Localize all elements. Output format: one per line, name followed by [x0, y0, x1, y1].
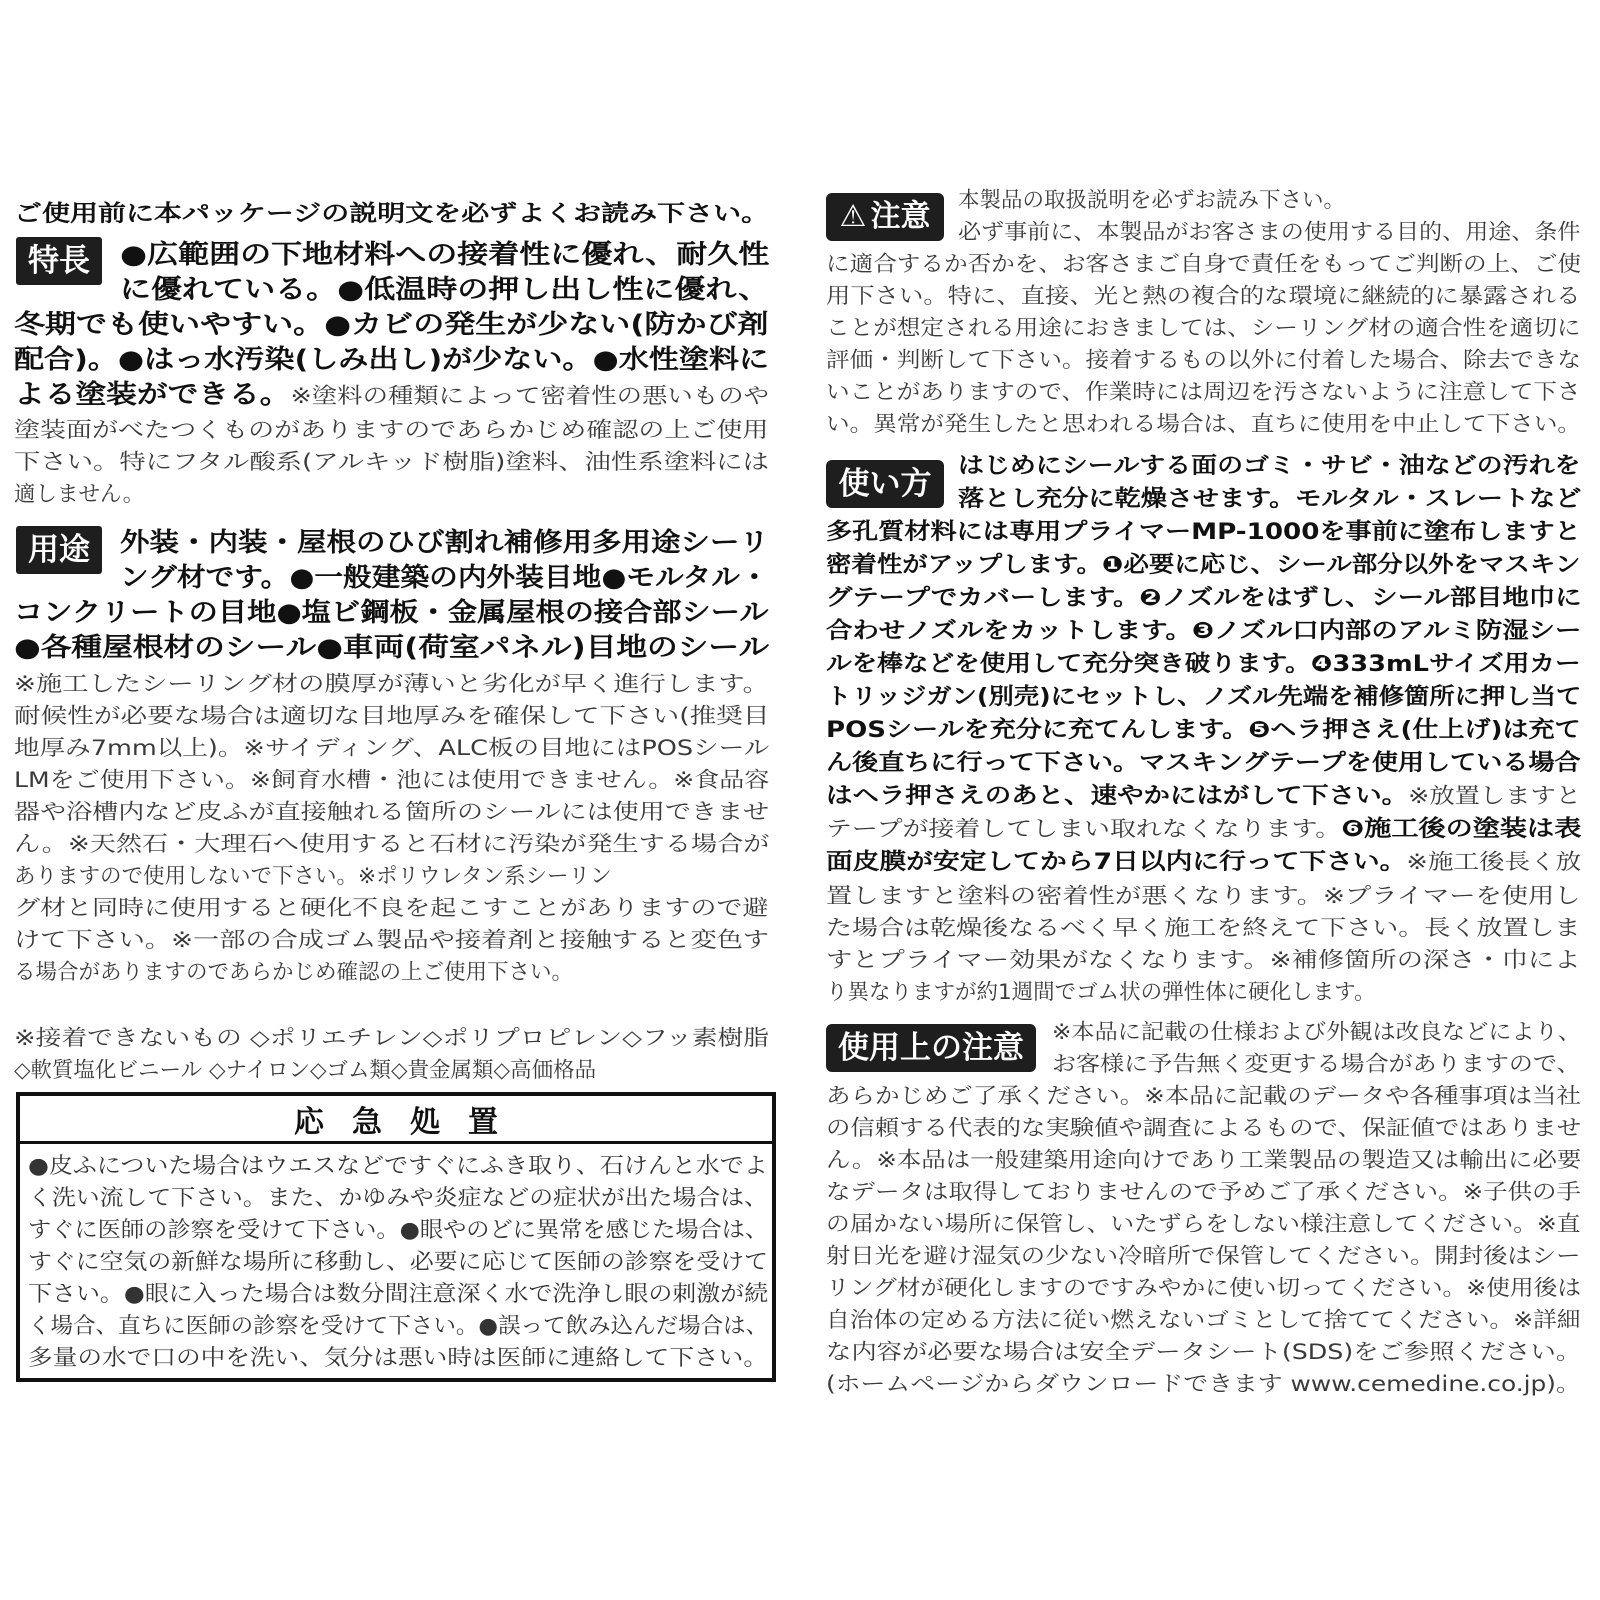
uses-note: LMをご使用下さい。※飼育水槽・池には使用できません。※食品容	[14, 768, 770, 793]
howto-line-note: ※放置しますと	[1408, 784, 1582, 809]
features-line: 配合)。●はっ水汚染(しみ出し)が少ない。●水性塗料に	[14, 345, 770, 375]
howto-note: り異なりますが約1週間でゴム状の弾性体に硬化します。	[826, 980, 1376, 1005]
howto-line: ん後直ちに行って下さい。マスキングテープを使用している場合	[826, 750, 1581, 776]
non-adhesive-line: ※接着できないもの ◇ポリエチレン◇ポリプロピレン◇フッ素樹脂	[14, 1026, 770, 1051]
uses-line: 外装・内装・屋根のひび割れ補修用多用途シーリ	[120, 528, 770, 558]
usage-note-line: お客様に予告無く変更する場合がありますので、	[1052, 1052, 1581, 1077]
emergency-line: く場合、直ちに医師の診察を受けて下さい。●誤って飲み込んだ場合は、	[28, 1314, 769, 1339]
howto-note: た場合は乾燥後なるべく早く施工を終えて下さい。長く放置しま	[826, 916, 1581, 941]
usage-note-line: な内容が必要な場合は安全データシート(SDS)をご参照ください。	[826, 1340, 1582, 1365]
features-line: ●広範囲の下地材料への接着性に優れ、耐久性	[120, 240, 770, 270]
emergency-line: すぐに医師の診察を受けて下さい。●眼やのどに異常を感じた場合は、	[28, 1218, 769, 1243]
howto-line: ルを棒などを使用して充分突き破ります。❹333mLサイズ用カー	[826, 651, 1581, 677]
uses-note: ※施工したシーリング材の膜厚が薄いと劣化が早く進行します。	[14, 672, 769, 697]
usage-note-line: なデータは取得しておりませんので予めご了承ください。※子供の手	[826, 1180, 1582, 1205]
howto-line: トリッジガン(別売)にセットし、ノズル先端を補修箇所に押し当て	[826, 684, 1582, 710]
howto-note: 置しますと塗料の密着性が悪くなります。※プライマーを使用し	[826, 884, 1581, 909]
uses-note: 地厚み7mm以上)。※サイディング、ALC板の目地にはPOSシール	[14, 736, 770, 761]
caution-line: い。異常が発生したと思われる場合は、直ちに使用を中止して下さい。	[826, 412, 1582, 437]
howto-line: 落とし充分に乾燥させます。モルタル・スレートなど	[958, 486, 1582, 512]
howto-line: 密着性がアップします。❶必要に応じ、シール部分以外をマスキン	[826, 552, 1581, 578]
usage-note-line: 自治体の定める方法に従い燃えないゴミとして捨ててください。※詳細	[826, 1308, 1581, 1333]
uses-line: コンクリートの目地●塩ビ鋼板・金属屋根の接合部シール	[14, 598, 769, 628]
warning-triangle-icon: ⚠	[839, 199, 867, 234]
uses-label: 用途	[16, 526, 102, 574]
emergency-box	[16, 1092, 776, 1382]
usage-note-line: リング材が硬化しますのですみやかに使い切ってください。※使用後は	[826, 1276, 1582, 1301]
emergency-line: く洗い流して下さい。また、かゆみや炎症などの症状が出た場合は、	[28, 1186, 769, 1211]
usage-note-line: の届かない場所に保管し、いたずらをしない様注意してください。※直	[826, 1212, 1581, 1237]
howto-line	[826, 818, 1581, 841]
howto-line: はじめにシールする面のゴミ・サビ・油などの汚れを	[958, 453, 1581, 479]
howto-line-bold: ❻施工後の塗装は表	[1341, 816, 1582, 842]
emergency-line: ●皮ふについた場合はウエスなどですぐにふき取り、石けんと水でよ	[28, 1154, 768, 1179]
caution-label	[826, 193, 944, 241]
features-note: 塗装面がべたつくものがありますのであらかじめ確認の上ご使用	[14, 418, 769, 443]
features-label: 特長	[16, 237, 102, 285]
non-adhesive-line: ◇軟質塩化ビニール ◇ナイロン◇ゴム類◇貴金属類◇高価格品	[14, 1058, 597, 1083]
features-line-note: ※塗料の種類によって密着性の悪いものや	[290, 384, 770, 409]
usage-notes-label: 使用上の注意	[826, 1024, 1036, 1072]
usage-note-line: 射日光を避け湿気の少ない冷暗所で保管してください。開封後はシー	[826, 1244, 1581, 1269]
emergency-line: すぐに空気の新鮮な場所に移動し、必要に応じて医師の診察を受けて	[28, 1250, 769, 1275]
usage-note-line: ※本品に記載の仕様および外観は改良などにより、	[1052, 1020, 1582, 1045]
uses-line: ング材です。●一般建築の内外装目地●モルタル・	[120, 563, 769, 593]
uses-line: ●各種屋根材のシール●車両(荷室パネル)目地のシール	[14, 633, 770, 663]
howto-line-bold: 面皮膜が安定してから7日以内に行って下さい。	[826, 849, 1407, 875]
caution-line: に適合するか否かを、お客さまご自身で責任をもってご判断の上、ご使	[826, 252, 1582, 277]
caution-line: いことがありますので、作業時には周辺を汚さないように注意して下さ	[826, 380, 1581, 405]
features-line: 冬期でも使いやすい。●カビの発生が少ない(防かび剤	[14, 310, 769, 340]
howto-line-note: テープが接着してしまい取れなくなります。	[826, 817, 1342, 842]
usage-note-line: ん。※本品は一般建築用途向けであり工業製品の製造又は輸出に必要	[826, 1148, 1582, 1173]
howto-line-note: ※施工後長く放	[1406, 850, 1582, 875]
uses-note: ありますので使用しないで下さい。※ポリウレタン系シーリン	[14, 864, 612, 889]
caution-line: 評価・判断して下さい。接着するもの以外に付着した場合、除去できな	[826, 348, 1582, 373]
emergency-title: 応急処置	[294, 1104, 526, 1140]
emergency-title-row	[20, 1096, 772, 1144]
caution-line: 本製品の取扱説明を必ずお読み下さい。	[958, 188, 1346, 213]
usage-note-line: あらかじめご了承ください。※本品に記載のデータや各種事項は当社	[826, 1084, 1582, 1109]
uses-note: ん。※天然石・大理石へ使用すると石材に汚染が発生する場合が	[14, 832, 770, 857]
caution-label-text: 注意	[870, 199, 931, 234]
uses-note: 器や浴槽内など皮ふが直接触れる箇所のシールには使用できませ	[14, 800, 770, 825]
caution-line: 必ず事前に、本製品がお客さまの使用する目的、用途、条件	[958, 220, 1581, 245]
howto-line	[826, 785, 1581, 808]
uses-note: グ材と同時に使用すると硬化不良を起こすことがありますので避	[14, 896, 769, 921]
intro-text: ご使用前に本パッケージの説明文を必ずよくお読み下さい。	[14, 201, 770, 227]
howto-line: POSシールを充分に充てんします。❺ヘラ押さえ(仕上げ)は充て	[826, 717, 1581, 743]
features-line: に優れている。●低温時の押し出し性に優れ、	[120, 275, 770, 305]
features-line-bold: よる塗装ができる。	[14, 380, 291, 410]
caution-line: 用下さい。特に、直接、光と熱の複合的な環境に継続的に暴露される	[826, 284, 1581, 309]
features-line	[14, 382, 769, 408]
features-note: 適しません。	[14, 482, 145, 507]
howto-line-bold: はヘラ押さえのあと、速やかにはがして下さい。	[826, 783, 1409, 809]
uses-note: 耐候性が必要な場合は適切な目地厚みを確保して下さい(推奨目	[14, 704, 770, 729]
uses-note: る場合がありますのであらかじめ確認の上ご使用下さい。	[14, 960, 574, 985]
uses-note: けて下さい。※一部の合成ゴム製品や接着剤と接触すると変色す	[14, 928, 770, 953]
caution-line: ことが想定される用途におきましては、シーリング材の適合性を適切に	[826, 316, 1581, 341]
emergency-line: 多量の水で口の中を洗い、気分は悪い時は医師に連絡して下さい。	[28, 1346, 769, 1371]
howto-line	[826, 851, 1581, 874]
howto-line: グテープでカバーします。❷ノズルをはずし、シール部目地巾に	[826, 585, 1582, 611]
usage-note-line: (ホームページからダウンロードできます www.cemedine.co.jp)。	[826, 1372, 1581, 1397]
howto-label: 使い方	[826, 460, 944, 508]
usage-note-line: の信頼する代表的な実験値や調査によるもので、保証値ではありませ	[826, 1116, 1582, 1141]
howto-note: すとプライマー効果がなくなります。※補修箇所の深さ・巾によ	[826, 948, 1581, 973]
howto-line: 合わせノズルをカットします。❸ノズル口内部のアルミ防湿シー	[826, 618, 1582, 644]
howto-line: 多孔質材料には専用プライマーMP-1000を事前に塗布しますと	[826, 519, 1581, 545]
emergency-line: 下さい。●眼に入った場合は数分間注意深く水で洗浄し眼の刺激が続	[28, 1282, 769, 1307]
features-note: 下さい。特にフタル酸系(アルキッド樹脂)塗料、油性系塗料には	[14, 450, 769, 475]
